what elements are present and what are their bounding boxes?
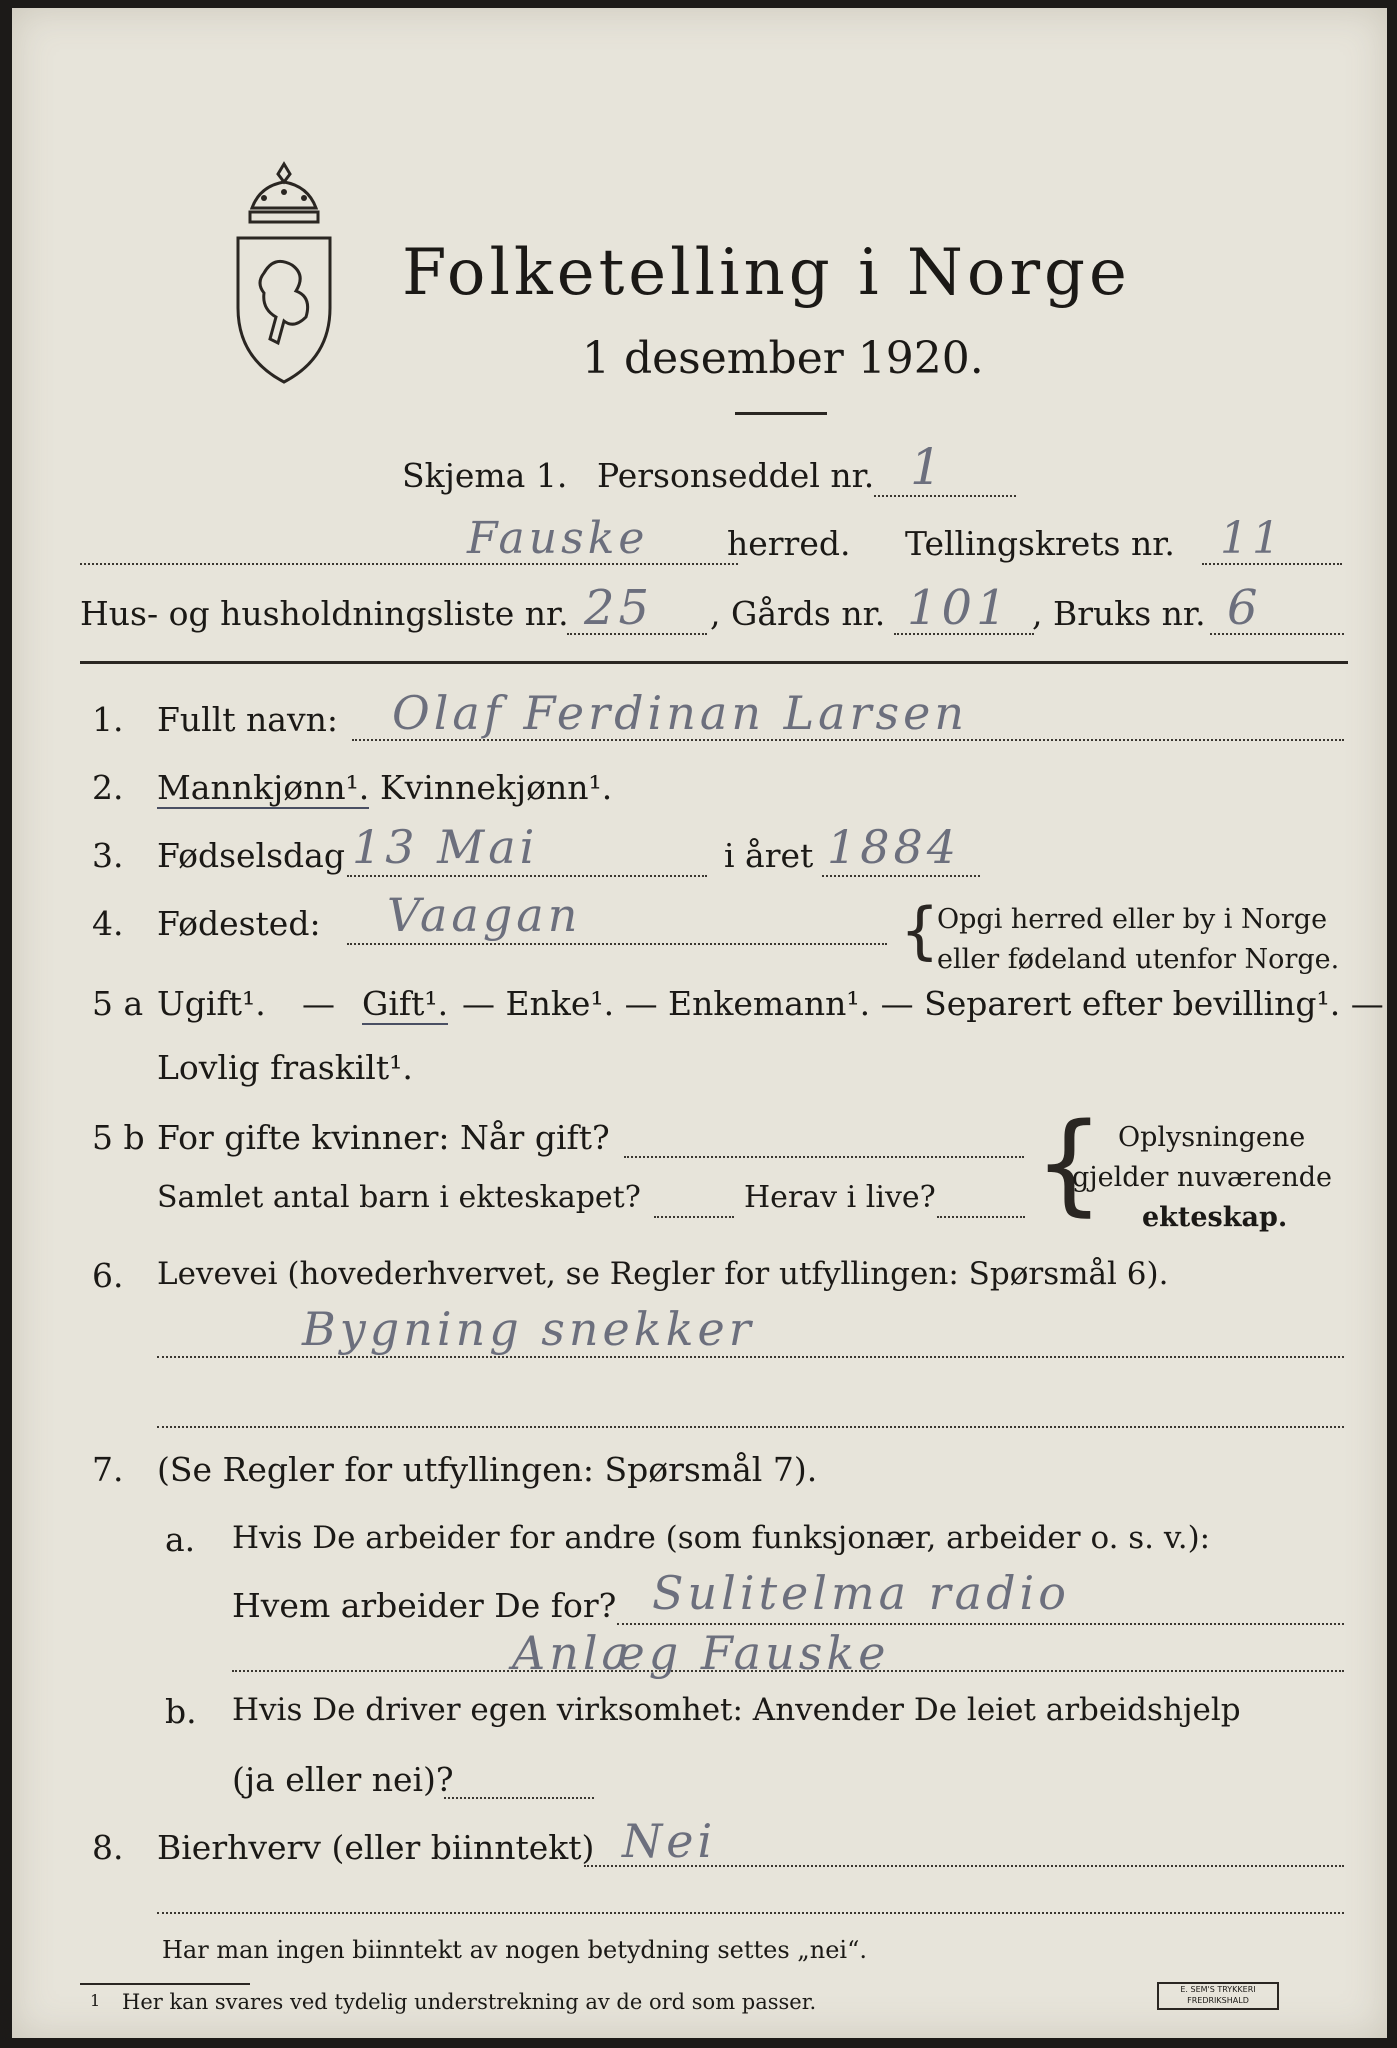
- q6-line-1: [157, 1356, 1344, 1358]
- census-form-page: [12, 8, 1387, 2038]
- q4-label: Fødested:: [157, 904, 321, 943]
- q5a-gift: Gift¹.: [362, 984, 449, 1023]
- q3-value: 13 Mai: [352, 820, 539, 874]
- q5a-number: 5 a: [92, 984, 144, 1023]
- skjema-label: Skjema 1.: [402, 456, 568, 495]
- q6-number: 6.: [92, 1256, 124, 1295]
- q4-note-1: Opgi herred eller by i Norge: [937, 904, 1328, 935]
- stamp-line-2: FREDRIKSHALD: [1187, 1996, 1249, 2005]
- q6-value: Bygning snekker: [302, 1302, 755, 1356]
- q5a-dash: —: [302, 984, 335, 1023]
- husliste-label: Hus- og husholdningsliste nr.: [80, 594, 569, 633]
- q5b-number: 5 b: [92, 1118, 145, 1157]
- q7a-value-1: Sulitelma radio: [652, 1566, 1070, 1620]
- q1-value: Olaf Ferdinan Larsen: [392, 686, 968, 740]
- q5a-rest: — Enke¹. — Enkemann¹. — Separert efter bevilling¹. —: [462, 984, 1384, 1023]
- q5b-note-3: ekteskap.: [1142, 1202, 1288, 1233]
- q2-number: 2.: [92, 768, 124, 807]
- footer-rule: [80, 1983, 250, 1985]
- tellingskrets-value: 11: [1220, 513, 1284, 564]
- q1-number: 1.: [92, 700, 124, 739]
- bruks-label: , Bruks nr.: [1032, 594, 1206, 633]
- q5b-married-line: [624, 1156, 1024, 1158]
- q5b-label-1: For gifte kvinner: Når gift?: [157, 1118, 610, 1157]
- q5b-note-1: Oplysningene: [1118, 1122, 1306, 1153]
- q4-number: 4.: [92, 904, 124, 943]
- q5b-alive-line: [937, 1216, 1025, 1218]
- husliste-value: 25: [584, 580, 654, 636]
- q7b-letter: b.: [165, 1692, 197, 1731]
- q7-number: 7.: [92, 1450, 124, 1489]
- printer-stamp: [1157, 1982, 1279, 2010]
- gards-label: , Gårds nr.: [710, 594, 886, 633]
- q7a-value-2: Anlæg Fauske: [512, 1626, 890, 1680]
- q8-value: Nei: [622, 1814, 717, 1868]
- q7a-label-2: Hvem arbeider De for?: [232, 1586, 617, 1625]
- q7b-label: Hvis De driver egen virksomhet: Anvender De leiet arbeidshjelp: [232, 1692, 1241, 1728]
- q6-label: Levevei (hovederhvervet, se Regler for utfyllingen: Spørsmål 6).: [157, 1256, 1169, 1292]
- q5b-note-2: gjelder nuværende: [1072, 1162, 1332, 1193]
- coat-of-arms-icon: [224, 158, 344, 388]
- q5a-ugift: Ugift¹.: [157, 984, 266, 1023]
- q3-year-line: [822, 875, 980, 877]
- q7b-line: [444, 1797, 594, 1799]
- q7a-letter: a.: [165, 1520, 196, 1559]
- q7a-label: Hvis De arbeider for andre (som funksjonær, arbeider o. s. v.):: [232, 1520, 1211, 1556]
- q3-line: [347, 875, 707, 877]
- q5b-label-3: Herav i live?: [744, 1180, 936, 1215]
- q7-label: (Se Regler for utfyllingen: Spørsmål 7).: [157, 1450, 818, 1489]
- q7b-label-2: (ja eller nei)?: [232, 1760, 454, 1799]
- census-date: 1 desember 1920.: [582, 333, 984, 384]
- footer-note: Har man ingen biinntekt av nogen betydning settes „nei“.: [162, 1936, 867, 1964]
- q8-label: Bierhverv (eller biinntekt): [157, 1828, 595, 1867]
- q8-number: 8.: [92, 1828, 124, 1867]
- personseddel-value: 1: [910, 438, 946, 496]
- q5b-children-line: [654, 1216, 734, 1218]
- q4-note-2: eller fødeland utenfor Norge.: [937, 944, 1340, 975]
- q7a-line-1: [617, 1623, 1344, 1625]
- herred-label: herred.: [727, 524, 851, 563]
- form-title: Folketelling i Norge: [402, 236, 1131, 310]
- bruks-value: 6: [1227, 580, 1262, 636]
- q2-female: Kvinnekjønn¹.: [380, 768, 613, 807]
- q4-line: [347, 943, 887, 945]
- q2-male: Mannkjønn¹.: [157, 768, 370, 807]
- personseddel-label: Personseddel nr.: [597, 456, 875, 495]
- tellingskrets-label: Tellingskrets nr.: [905, 524, 1175, 563]
- header-rule: [80, 661, 1348, 664]
- footnote-number: 1: [90, 1991, 101, 2010]
- stamp-line-1: E. SEM'S TRYKKERI: [1180, 1985, 1256, 1994]
- q3-year-value: 1884: [827, 820, 961, 874]
- q8-line-2: [157, 1912, 1344, 1914]
- q1-label: Fullt navn:: [157, 700, 338, 739]
- q5b-label-2: Samlet antal barn i ekteskapet?: [157, 1180, 641, 1215]
- q3-label: Fødselsdag: [157, 836, 345, 875]
- q3-year-label: i året: [724, 836, 814, 875]
- q5a-line2: Lovlig fraskilt¹.: [157, 1048, 413, 1087]
- footnote-text: Her kan svares ved tydelig understrekning av de ord som passer.: [122, 1990, 817, 2014]
- q5b-brace: {: [1034, 1099, 1104, 1227]
- gards-value: 101: [907, 580, 1011, 636]
- herred-value: Fauske: [467, 513, 649, 564]
- q3-number: 3.: [92, 836, 124, 875]
- q4-value: Vaagan: [387, 888, 582, 942]
- q6-line-2: [157, 1426, 1344, 1428]
- title-divider: [735, 412, 827, 415]
- q4-brace: {: [900, 894, 940, 967]
